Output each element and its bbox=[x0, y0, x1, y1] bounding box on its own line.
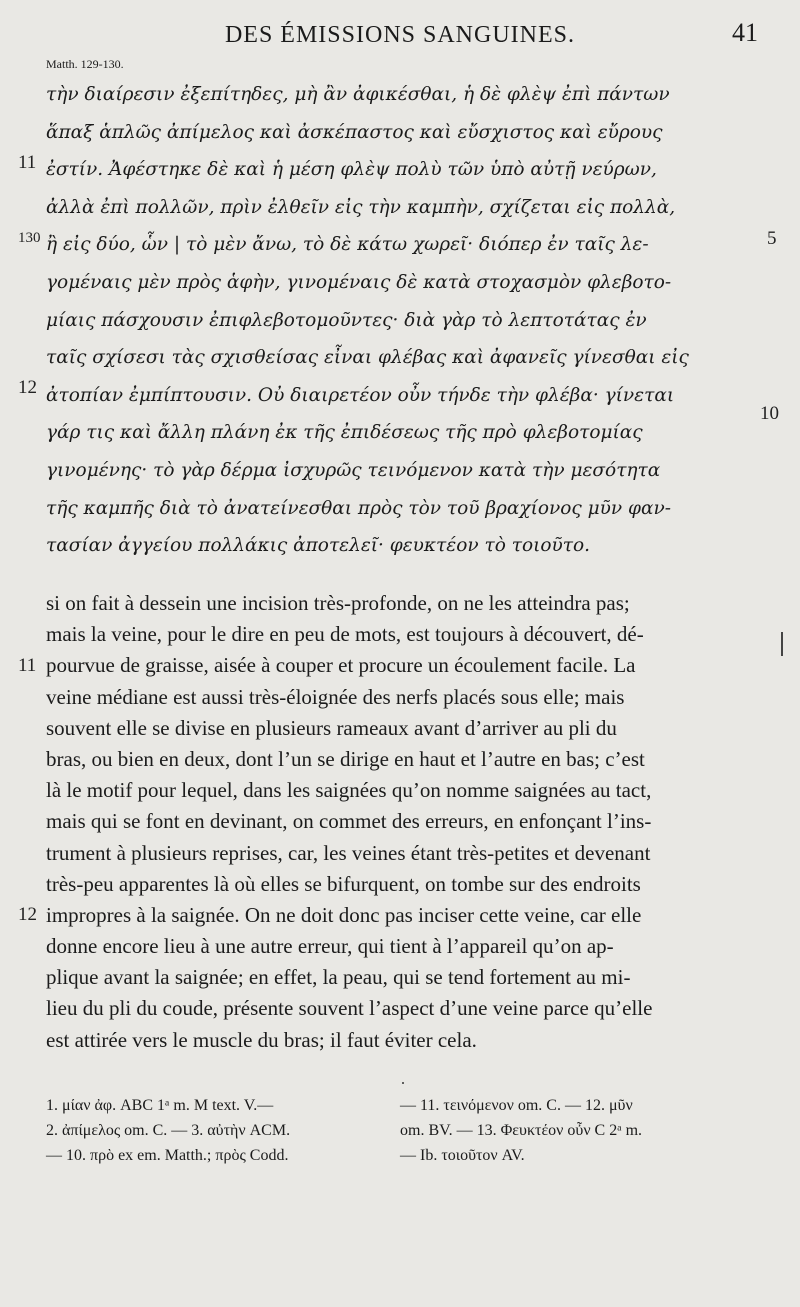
note-right: om. BV. — 13. Φευκτέον οὖν C 2ᵃ m. bbox=[400, 1122, 643, 1139]
french-line: mais qui se font en devinant, on commet des erreurs, en enfonçant l’ins- bbox=[46, 809, 652, 834]
note-row bbox=[46, 1143, 766, 1168]
critical-apparatus bbox=[46, 1093, 766, 1168]
separator-dot bbox=[402, 1082, 404, 1084]
section-number-12-fr: 12 bbox=[18, 904, 37, 925]
line-number-5: 5 bbox=[767, 228, 777, 249]
greek-text bbox=[46, 76, 746, 565]
note-left: — 10. πρὸ ex em. Matth.; πρὸς Codd. bbox=[46, 1147, 289, 1164]
greek-line: γομέναις μὲν πρὸς ἁφὴν, γινομέναις δὲ κατὰ στοχασμὸν φλεβοτο- bbox=[46, 271, 672, 293]
french-line: mais la veine, pour le dire en peu de mots, est toujours à découvert, dé- bbox=[46, 622, 644, 647]
note-left: 1. μίαν ἀφ. ABC 1ᵃ m. M text. V.— bbox=[46, 1097, 274, 1114]
french-line: est attirée vers le muscle du bras; il faut éviter cela. bbox=[46, 1027, 477, 1052]
greek-line: ταῖς σχίσεσι τὰς σχισθείσας εἶναι φλέβας καὶ ἀφανεῖς γίνεσθαι εἰς bbox=[46, 347, 689, 369]
french-line: très-peu apparentes là où elles se bifurquent, on tombe sur des endroits bbox=[46, 871, 641, 896]
greek-line: ἢ εἰς δύο, ὧν | τὸ μὲν ἄνω, τὸ δὲ κάτω χωρεῖ· διόπερ ἐν ταῖς λε- bbox=[46, 234, 649, 256]
greek-line: ἅπαξ ἁπλῶς ἀπίμελος καὶ ἀσκέπαστος καὶ εὔσχιστος καὶ εὔρους bbox=[46, 121, 663, 143]
section-number-11: 11 bbox=[18, 152, 37, 173]
french-line: là le motif pour lequel, dans les saignées qu’on nomme saignées au tact, bbox=[46, 778, 652, 803]
french-line: donne encore lieu à une autre erreur, qui tient à l’appareil qu’on ap- bbox=[46, 934, 614, 959]
note-row bbox=[46, 1118, 766, 1143]
matthaei-page-130: 130 bbox=[18, 230, 41, 246]
french-line: bras, ou bien en deux, dont l’un se dirige en haut et l’autre en bas; c’est bbox=[46, 746, 645, 771]
greek-line: ἀτοπίαν ἐμπίπτουσιν. Οὐ διαιρετέον οὖν τήνδε τὴν φλέβα· γίνεται bbox=[46, 384, 675, 406]
line-number-10: 10 bbox=[760, 403, 779, 424]
section-number-11-fr: 11 bbox=[18, 655, 37, 676]
french-line: pourvue de graisse, aisée à couper et procure un écoulement facile. La bbox=[46, 653, 636, 678]
french-line: impropres à la saignée. On ne doit donc pas inciser cette veine, car elle bbox=[46, 902, 642, 927]
french-line: trument à plusieurs reprises, car, les veines étant très-petites et devenant bbox=[46, 840, 651, 865]
french-line: plique avant la saignée; en effet, la peau, qui se tend fortement au mi- bbox=[46, 965, 631, 990]
french-translation bbox=[46, 588, 756, 1056]
matthaei-reference: Matth. 129-130. bbox=[46, 57, 124, 71]
greek-line: γινομένης· τὸ γὰρ δέρμα ἰσχυρῶς τεινόμενον κατὰ τὴν μεσότητα bbox=[46, 459, 661, 481]
greek-line: μίαις πάσχουσιν ἐπιφλεβοτομοῦντες· διὰ γὰρ τὸ λεπτοτάτας ἐν bbox=[46, 309, 647, 331]
section-number-12: 12 bbox=[18, 377, 37, 398]
page-number: 41 bbox=[732, 18, 758, 47]
french-line: lieu du pli du coude, présente souvent l’aspect d’une veine parce qu’elle bbox=[46, 996, 653, 1021]
french-line: veine médiane est aussi très-éloignée des nerfs placés sous elle; mais bbox=[46, 684, 625, 709]
running-title: DES ÉMISSIONS SANGUINES. bbox=[224, 22, 576, 48]
french-line: si on fait à dessein une incision très-profonde, on ne les atteindra pas; bbox=[46, 591, 630, 615]
note-row bbox=[46, 1093, 766, 1118]
note-right: — Ib. τοιοῦτον AV. bbox=[400, 1147, 525, 1164]
greek-line: ἐστίν. Ἀφέστηκε δὲ καὶ ἡ μέση φλὲψ πολὺ τῶν ὑπὸ αὐτῇ νεύρων, bbox=[46, 159, 657, 181]
greek-line: τασίαν ἀγγείου πολλάκις ἀποτελεῖ· φευκτέον τὸ τοιοῦτο. bbox=[46, 535, 590, 557]
greek-line: τὴν διαίρεσιν ἐξεπίτηδες, μὴ ἂν ἀφικέσθαι, ἡ δὲ φλὲψ ἐπὶ πάντων bbox=[46, 84, 670, 105]
greek-line: γάρ τις καὶ ἄλλη πλάνη ἐκ τῆς ἐπιδέσεως τῆς πρὸ φλεβοτομίας bbox=[46, 422, 643, 444]
greek-line: ἀλλὰ ἐπὶ πολλῶν, πρὶν ἐλθεῖν εἰς τὴν καμπὴν, σχίζεται εἰς πολλὰ, bbox=[46, 196, 676, 218]
note-left: 2. ἀπίμελος om. C. — 3. αὐτὴν ACM. bbox=[46, 1122, 291, 1139]
french-line: souvent elle se divise en plusieurs rameaux avant d’arriver au pli du bbox=[46, 715, 617, 740]
note-right: — 11. τεινόμενον om. C. — 12. μῦν bbox=[400, 1097, 633, 1114]
margin-mark bbox=[781, 632, 783, 656]
greek-line: τῆς καμπῆς διὰ τὸ ἀνατείνεσθαι πρὸς τὸν τοῦ βραχίονος μῦν φαν- bbox=[46, 497, 671, 519]
